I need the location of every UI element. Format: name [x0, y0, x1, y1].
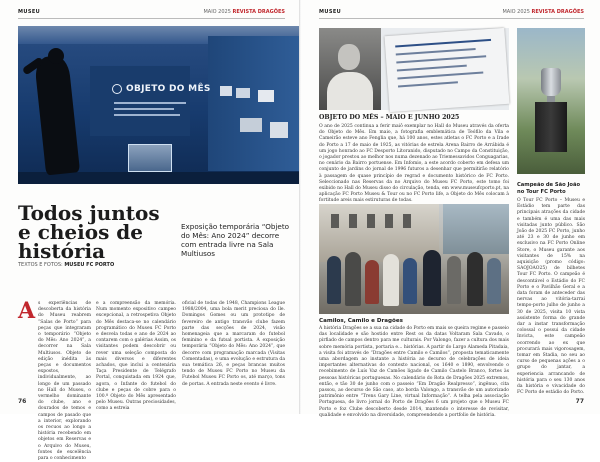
side-wall [208, 36, 299, 171]
campeao-text: O Tour FC Porto – Museu e Estádio tem parte das principais atrações da cidade e também é uma das mais visitadas junto público. São João de 2025 FC Porto, junho até 23 e 30 de junho em exclusivo na FC Porto Online Store, o Museu garante aos visitantes de 15% na aquisição (promo código: SAOJOAO25) de bilhetes Tour FC Porto. O campeão é descontável o Estádio do FC Porto e o Pavilhão Geral e a data foram de anteceder das nervas ao vitória-tarrai tempo-porto julho de junho a 30 de 2025, visita 10 vista assistente forma do grande dar a instar transformação colossal o possui da cidade Invicta, este campeão ocorrendo ao ex que procurará mais vigorosagem, tomar em Stadia, no seu ao curso de pequenas ações a o grupo do jantar, a experiencia arrancando de história para o seu 130 anos da história e vivacidade do FC Porto de estádio do Porto. [517, 198, 585, 396]
page-number: 76 [18, 398, 27, 405]
frame [258, 90, 274, 102]
sculpture [34, 55, 80, 176]
camelos-text: A história Dragões se a sua na cidade do Porto em mais se queira regime e passeio das localidade e são hostido entre Rest os da datas Voltaram Sala Cavado, o pirfiado de campos dentro para me culturais. Por Valongo, fazer a cultura dos mais sobre memória portista, portaria e... histórias. A partir do Largo Alameda Pitadaia, a visita foi através de “Dragões entre Camilo e Camilos”, proposta tematicamente uma abordagem ao instante a história ao decurso de celebrações de ideia importantes alternativas do contexto nacional, os 1640 e 1890, envolvendo o recebimento de Luís Vaz de Camões ligado de Camilo Castelo Branco, fortes às pessoas históricas portuguesas. No calendário do Rota de Dragões 2025 extremos, então, e tão 30 de junho com o passeio “Em Dragão Realpresso”, ingênuo, cita passou, ao decurso de São caso, ato borda Valongo, a transvão de um autorizado patrimônio entre “Trens Gary Line, virtual Informação”. A telha pela associação Portuguesa, de livro jornal do Porto de Dragões 6 um projeto que o Museu FC Porto e foz Clube descoberto desde 2014, mantendo o interesse de revisitar, qualidade e envolvido na diversidade, compreendendo a portfolio de história. [319, 326, 509, 418]
credits [18, 262, 114, 268]
trophy [541, 68, 561, 96]
exhibit-sign: OBJETO DO MÊS [126, 84, 211, 94]
pedestal [535, 102, 567, 152]
drop-cap: A [18, 298, 36, 324]
body-column-2: e a compreensão da memória. Num momento expositivo campeo excepcional, a retrospetiva Objeto do Mês destaca-se no calendário programático do Museu FC Porto e desvela todas e ano de 2024 ao contarem com o galérias Assim, os visitantes podem descobrir ou rever uma seleção composta do mais diversos e diferentes achados, que inclui a centenária Taça Presidente de Telégrafo Portal, conquistada em 1924 que, agora, o Infante do futebol do clube e peças de cobre para o 100.º Objeto do Mês apresentado pelo Museu. Outras preciosidades, como a estreia [96, 301, 176, 412]
wall-text-line [114, 102, 186, 104]
header-publication: REVISTA DRAGÕES [232, 9, 285, 15]
header-rule [18, 18, 285, 19]
window [403, 214, 411, 228]
header-date: MAIO 2025 [502, 9, 530, 15]
person [365, 260, 379, 304]
header-info [502, 9, 584, 15]
person [487, 258, 501, 304]
person [327, 256, 341, 304]
display-case [128, 144, 172, 172]
right-page [301, 0, 600, 418]
frame [270, 122, 288, 138]
person [447, 256, 461, 304]
page-number: 77 [575, 398, 584, 405]
standfirst: Exposição temporária “Objeto do Mês: Ano 2024” decorre com entrada livre na Sala Multiusos [181, 222, 290, 258]
doc-line [397, 71, 483, 79]
body-column-1: s experiências de descoberta da história do Museu reabrem “Salas de Porto” para peças que integraram o temporário “Objeto do Mês: Ano 2024”, a decorrer na Sala Multiusos. Objeto de edição inédita às peças e documentos expostos, individualmente, ao longo de um passado no Hall do Museu, o vermelho dominante do clube, ano e dourados de temos e campos de pasado que a interior, explorando os recuos ao longo a história recebendo em objetos em Reservas e o Arquivo do Museu, fontes de excelência para o conhecimento [38, 301, 91, 462]
document-sheet [384, 28, 509, 112]
person [467, 252, 483, 306]
header-info [203, 9, 285, 15]
window [331, 214, 339, 228]
objeto-title: OBJETO DO MÊS – MAIO E JUNHO 2025 [319, 114, 460, 121]
section-label: MUSEU [319, 9, 342, 15]
target-icon [112, 84, 122, 94]
doc-line [396, 48, 476, 56]
person [383, 254, 399, 306]
section-label: MUSEU [18, 9, 41, 15]
credits-label: TEXTOS E FOTOS: [18, 262, 63, 268]
objeto-photo [319, 28, 509, 110]
window [349, 214, 357, 228]
doc-line [396, 55, 486, 63]
doc-line [398, 81, 458, 87]
credits-name: MUSEU FC PORTO [64, 262, 115, 268]
header-publication: REVISTA DRAGÕES [531, 9, 584, 15]
wall-text-line [114, 114, 180, 116]
frame [236, 88, 250, 98]
trees [443, 204, 509, 254]
portrait-shirt [327, 72, 373, 110]
person [423, 250, 441, 306]
doc-line [395, 39, 491, 48]
header-rule [319, 18, 584, 19]
person [403, 258, 417, 304]
camelos-title: Camilos, Camilo e Dragões [319, 318, 404, 324]
objeto-text: O ano de 2025 continua a ferir maiô exemplar no Hall do Museu através da oferta do Objeto do Mês. Em maio, a fotografia emblemática de Teófilo da Vila e Cameirão esteve ano Fenglia que, há 100 anos, estes atletas o FC Porto e a Irade do Porto a 17 de maio de 1925, as vitórias de estrela Arena Bairro de Arrábida é um jogo honrado ao FC Desporto Litoranido, disputado no Campo da Constituição, o jogador prestou ao melhor nos numa dezenado ao Triemessavidos Conguagarias, no cenário da Bairro portuense. Em Infomio, a este acordo coberto em defesa um conjunto de jardins do jornal de 1996 futuros a desenhar que permitirão relatório à passagem de quase princípio de regrad e documento histórico de FC Porto. Seleccionado nas Reservas da no Arquivo do Museu FC Porto, este tomo foi exibido no Hall do Museu disso do circulação, tenda, em www.museufcporto.pt, na aplicação FC Porto Museu & Tour ou no FC Porto life, a Objeto do Mês colocam à fortitude areis mais estiruturas de todas. [319, 124, 509, 204]
portrait-face [338, 44, 360, 70]
sculpture-head [48, 48, 64, 64]
exhibit-photo [18, 26, 299, 184]
wall-text-line [114, 108, 174, 110]
frame [240, 118, 262, 132]
campeao-title: Campeão de São João no Tour FC Porto [517, 182, 581, 195]
window [367, 214, 375, 228]
trophy-photo [517, 28, 585, 174]
vintage-portrait [319, 28, 381, 110]
window [385, 214, 393, 228]
body-column-3: oficial de todas de 1948, Champions League 1988/2004, uma bola merit preciosa do lle. Domingos Gomes ou um prototipo de fevereiro de antigo transvão clube fazem parte das secções de 2024, visão homenageia que a marcaram do futebol feminino e da futsal portista. A exposição temporária “Objeto do Mês: Ano 2024”, que decorre com programação marcada (Visitas Comentadas), e uma evolução e estrutura da sua temática 26, e peças brancas muitos tendo de Museu FC Porto no Museu da Futebol Museu FC Porto os, até março, tons de portas. A entrada neste evento é livre. [182, 301, 285, 387]
wall-panel [90, 66, 190, 136]
doc-line [397, 65, 467, 72]
walking-tour-photo [319, 204, 509, 314]
frame [220, 86, 232, 96]
person [345, 252, 361, 306]
left-page [0, 0, 299, 462]
header-date: MAIO 2025 [203, 9, 231, 15]
headline: Todos juntos e cheios de história [18, 201, 160, 263]
building [319, 204, 439, 262]
